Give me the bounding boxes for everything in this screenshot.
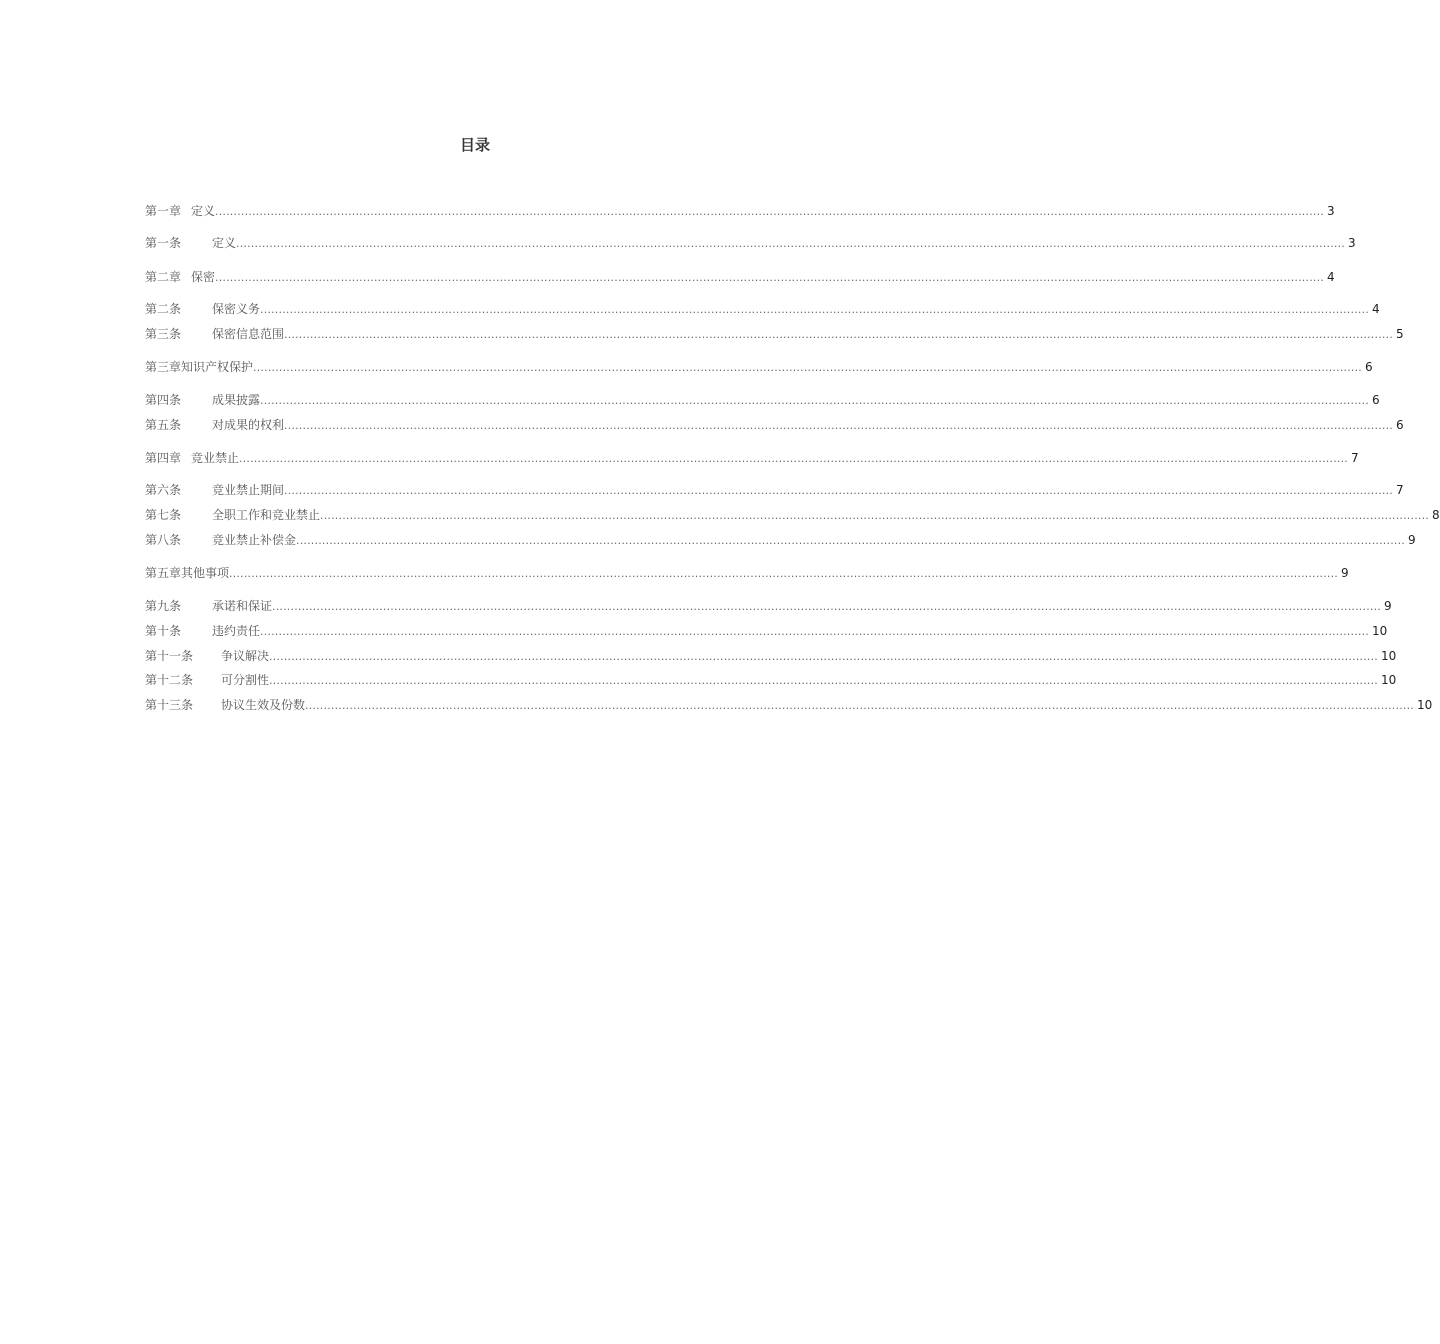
dot-leader: ............................................................................................................................................................................................................................................................................................................ — [236, 237, 1345, 250]
entry-page-number: 9 — [1341, 566, 1349, 580]
entry-page-number: 4 — [1372, 302, 1380, 316]
entry-number: 第九条 — [145, 599, 182, 613]
entry-page-number: 10 — [1372, 624, 1388, 638]
entry-number: 第二条 — [145, 302, 182, 316]
dot-leader: ............................................................................................................................................................................................................................................................................................................ — [320, 509, 1429, 522]
entry-title: 可分割性 — [221, 673, 270, 687]
entry-page-number: 4 — [1327, 270, 1335, 284]
dot-leader: ............................................................................................................................................................................................................................................................................................................ — [269, 650, 1378, 663]
dot-leader: ............................................................................................................................................................................................................................................................................................................ — [272, 600, 1381, 613]
entry-number: 第三条 — [145, 327, 182, 341]
toc-entry[interactable] — [145, 481, 1404, 499]
entry-number: 第六条 — [145, 483, 182, 497]
entry-title: 全职工作和竞业禁止 — [212, 508, 321, 522]
entry-title: 竞业禁止期间 — [212, 483, 285, 497]
toc-entry[interactable] — [145, 671, 1397, 689]
dot-leader: ............................................................................................................................................................................................................................................................................................................ — [215, 271, 1324, 284]
entry-title: 对成果的权利 — [212, 418, 285, 432]
dot-leader: ............................................................................................................................................................................................................................................................................................................ — [253, 361, 1363, 374]
entry-number: 第三章 — [145, 360, 182, 374]
entry-title: 竞业禁止补偿金 — [212, 533, 297, 547]
entry-number: 第十二条 — [145, 673, 194, 687]
entry-page-number: 9 — [1408, 533, 1416, 547]
entry-title: 承诺和保证 — [212, 599, 273, 613]
toc-entry[interactable] — [145, 391, 1380, 409]
entry-title: 知识产权保护 — [181, 360, 254, 374]
entry-number: 第四章 — [145, 451, 182, 465]
entry-number: 第四条 — [145, 393, 182, 407]
entry-title: 定义 — [212, 236, 237, 250]
toc-entry[interactable] — [145, 300, 1380, 318]
dot-leader: ............................................................................................................................................................................................................................................................................................................ — [260, 394, 1369, 407]
toc-entry[interactable] — [145, 234, 1356, 252]
entry-page-number: 10 — [1417, 698, 1433, 712]
dot-leader: ............................................................................................................................................................................................................................................................................................................ — [284, 419, 1393, 432]
entry-title: 保密 — [191, 270, 216, 284]
entry-title: 定义 — [191, 204, 216, 218]
entry-title: 协议生效及份数 — [221, 698, 306, 712]
toc-entry[interactable] — [145, 564, 1349, 582]
toc-entry[interactable] — [145, 597, 1392, 615]
toc-entry[interactable] — [145, 202, 1335, 220]
toc-entry[interactable] — [145, 449, 1359, 467]
entry-title: 竞业禁止 — [191, 451, 240, 465]
entry-page-number: 7 — [1351, 451, 1359, 465]
dot-leader: ............................................................................................................................................................................................................................................................................................................ — [260, 303, 1369, 316]
entry-page-number: 10 — [1381, 649, 1397, 663]
toc-entry[interactable] — [145, 531, 1416, 549]
toc-entry[interactable] — [145, 268, 1335, 286]
entry-page-number: 6 — [1372, 393, 1380, 407]
entry-title: 其他事项 — [181, 566, 230, 580]
toc-entry[interactable] — [145, 647, 1397, 665]
toc-entry[interactable] — [145, 622, 1388, 640]
dot-leader: ............................................................................................................................................................................................................................................................................................................ — [305, 699, 1414, 712]
entry-number: 第五条 — [145, 418, 182, 432]
entry-number: 第八条 — [145, 533, 182, 547]
entry-number: 第一条 — [145, 236, 182, 250]
entry-page-number: 8 — [1432, 508, 1440, 522]
toc-entry[interactable] — [145, 325, 1404, 343]
dot-leader: ............................................................................................................................................................................................................................................................................................................ — [239, 452, 1348, 465]
dot-leader: ............................................................................................................................................................................................................................................................................................................ — [284, 328, 1393, 341]
dot-leader: ............................................................................................................................................................................................................................................................................................................ — [269, 674, 1378, 687]
entry-number: 第十条 — [145, 624, 182, 638]
entry-number: 第二章 — [145, 270, 182, 284]
entry-title: 保密信息范围 — [212, 327, 285, 341]
entry-title: 保密义务 — [212, 302, 261, 316]
entry-page-number: 7 — [1396, 483, 1404, 497]
entry-page-number: 9 — [1384, 599, 1392, 613]
toc-entry[interactable] — [145, 358, 1373, 376]
entry-number: 第五章 — [145, 566, 182, 580]
entry-page-number: 6 — [1396, 418, 1404, 432]
entry-page-number: 5 — [1396, 327, 1404, 341]
entry-number: 第一章 — [145, 204, 182, 218]
entry-number: 第十三条 — [145, 698, 194, 712]
entry-number: 第七条 — [145, 508, 182, 522]
dot-leader: ............................................................................................................................................................................................................................................................................................................ — [215, 205, 1324, 218]
entry-page-number: 3 — [1327, 204, 1335, 218]
entry-page-number: 10 — [1381, 673, 1397, 687]
entry-title: 违约责任 — [212, 624, 261, 638]
entry-page-number: 3 — [1348, 236, 1356, 250]
entry-title: 成果披露 — [212, 393, 261, 407]
toc-entry[interactable] — [145, 696, 1433, 714]
toc-entry[interactable] — [145, 416, 1404, 434]
toc-entry[interactable] — [145, 506, 1440, 524]
dot-leader: ............................................................................................................................................................................................................................................................................................................ — [229, 567, 1339, 580]
dot-leader: ............................................................................................................................................................................................................................................................................................................ — [260, 625, 1369, 638]
page-title: 目录 — [459, 136, 490, 154]
entry-page-number: 6 — [1365, 360, 1373, 374]
entry-title: 争议解决 — [221, 649, 270, 663]
entry-number: 第十一条 — [145, 649, 194, 663]
dot-leader: ............................................................................................................................................................................................................................................................................................................ — [296, 534, 1405, 547]
dot-leader: ............................................................................................................................................................................................................................................................................................................ — [284, 484, 1393, 497]
